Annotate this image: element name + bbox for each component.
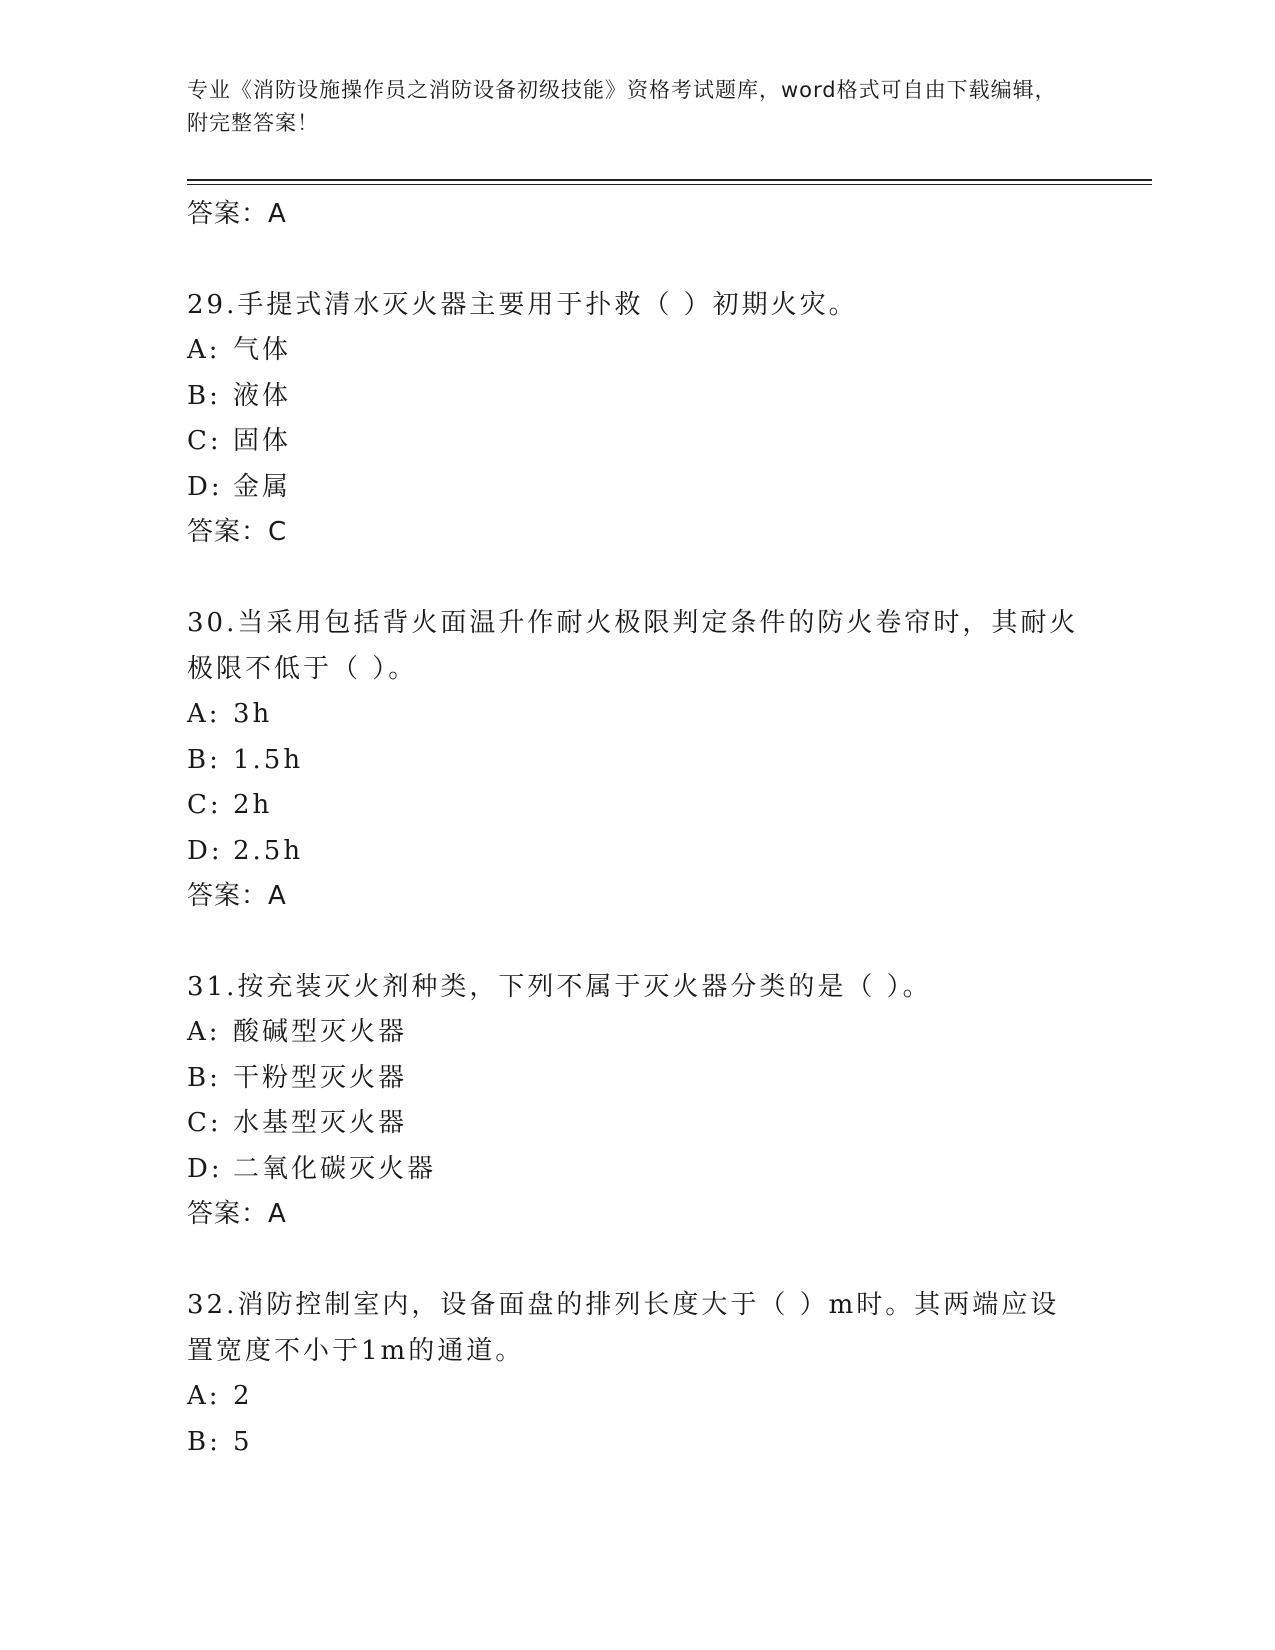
question-item bbox=[187, 964, 1087, 1236]
option-label: A: bbox=[187, 335, 221, 365]
option-text: 金属 bbox=[233, 471, 292, 502]
option-label: C: bbox=[187, 790, 222, 820]
option-text: 2 bbox=[233, 1381, 253, 1411]
option-label: B: bbox=[187, 744, 221, 775]
option-a bbox=[187, 328, 1087, 374]
option-c bbox=[187, 419, 1087, 465]
option-label: B: bbox=[187, 1426, 221, 1457]
question-list bbox=[187, 192, 1087, 1465]
option-label: C: bbox=[187, 1108, 222, 1138]
option-text: 固体 bbox=[233, 426, 292, 456]
answer-line: 答案：A bbox=[187, 881, 287, 911]
option-label: D: bbox=[187, 1153, 223, 1184]
answer-line: 答案：C bbox=[187, 517, 288, 547]
option-label: A: bbox=[187, 1381, 221, 1411]
option-a bbox=[187, 692, 1087, 738]
option-b bbox=[187, 374, 1087, 420]
option-text: 二氧化碳灭火器 bbox=[233, 1153, 437, 1184]
option-d bbox=[187, 829, 1087, 875]
question-text: 32.消防控制室内，设备面盘的排列长度大于（ ）m时。其两端应设置宽度不小于1m的通道。 bbox=[187, 1290, 1060, 1366]
option-text: 液体 bbox=[233, 380, 292, 411]
answer-line: 答案：A bbox=[187, 1199, 287, 1229]
question-item bbox=[187, 1282, 1087, 1465]
option-text: 1.5h bbox=[233, 744, 304, 775]
question-item bbox=[187, 282, 1087, 554]
option-text: 2.5h bbox=[233, 835, 304, 866]
option-text: 气体 bbox=[233, 335, 292, 365]
question-item bbox=[187, 600, 1087, 918]
option-text: 水基型灭火器 bbox=[233, 1108, 408, 1138]
option-d bbox=[187, 465, 1087, 511]
question-text: 29.手提式清水灭火器主要用于扑救（ ）初期火灾。 bbox=[187, 290, 858, 320]
option-d bbox=[187, 1147, 1087, 1193]
option-label: D: bbox=[187, 471, 223, 502]
option-label: A: bbox=[187, 1017, 221, 1047]
option-a bbox=[187, 1010, 1087, 1056]
option-label: A: bbox=[187, 699, 221, 729]
option-c bbox=[187, 783, 1087, 829]
option-b bbox=[187, 1420, 1087, 1466]
question-text: 31.按充装灭火剂种类，下列不属于灭火器分类的是（ ）。 bbox=[187, 972, 932, 1002]
option-text: 5 bbox=[233, 1426, 253, 1457]
option-text: 3h bbox=[233, 699, 273, 729]
question-text: 30.当采用包括背火面温升作耐火极限判定条件的防火卷帘时，其耐火极限不低于（ ）。 bbox=[187, 608, 1079, 684]
option-label: D: bbox=[187, 835, 223, 866]
document-header: 专业《消防设施操作员之消防设备初级技能》资格考试题库，word格式可自由下载编辑，附完整答案！ bbox=[187, 78, 1057, 135]
option-text: 酸碱型灭火器 bbox=[233, 1017, 408, 1047]
option-label: C: bbox=[187, 426, 222, 456]
header-rule-thick bbox=[187, 179, 1152, 181]
option-a bbox=[187, 1374, 1087, 1420]
option-label: B: bbox=[187, 380, 221, 411]
option-text: 干粉型灭火器 bbox=[233, 1062, 408, 1093]
option-b bbox=[187, 1056, 1087, 1102]
option-b bbox=[187, 738, 1087, 784]
option-c bbox=[187, 1101, 1087, 1147]
answer-line: 答案：A bbox=[187, 199, 287, 229]
option-text: 2h bbox=[233, 790, 273, 820]
option-label: B: bbox=[187, 1062, 221, 1093]
header-rule-thin bbox=[187, 184, 1152, 185]
